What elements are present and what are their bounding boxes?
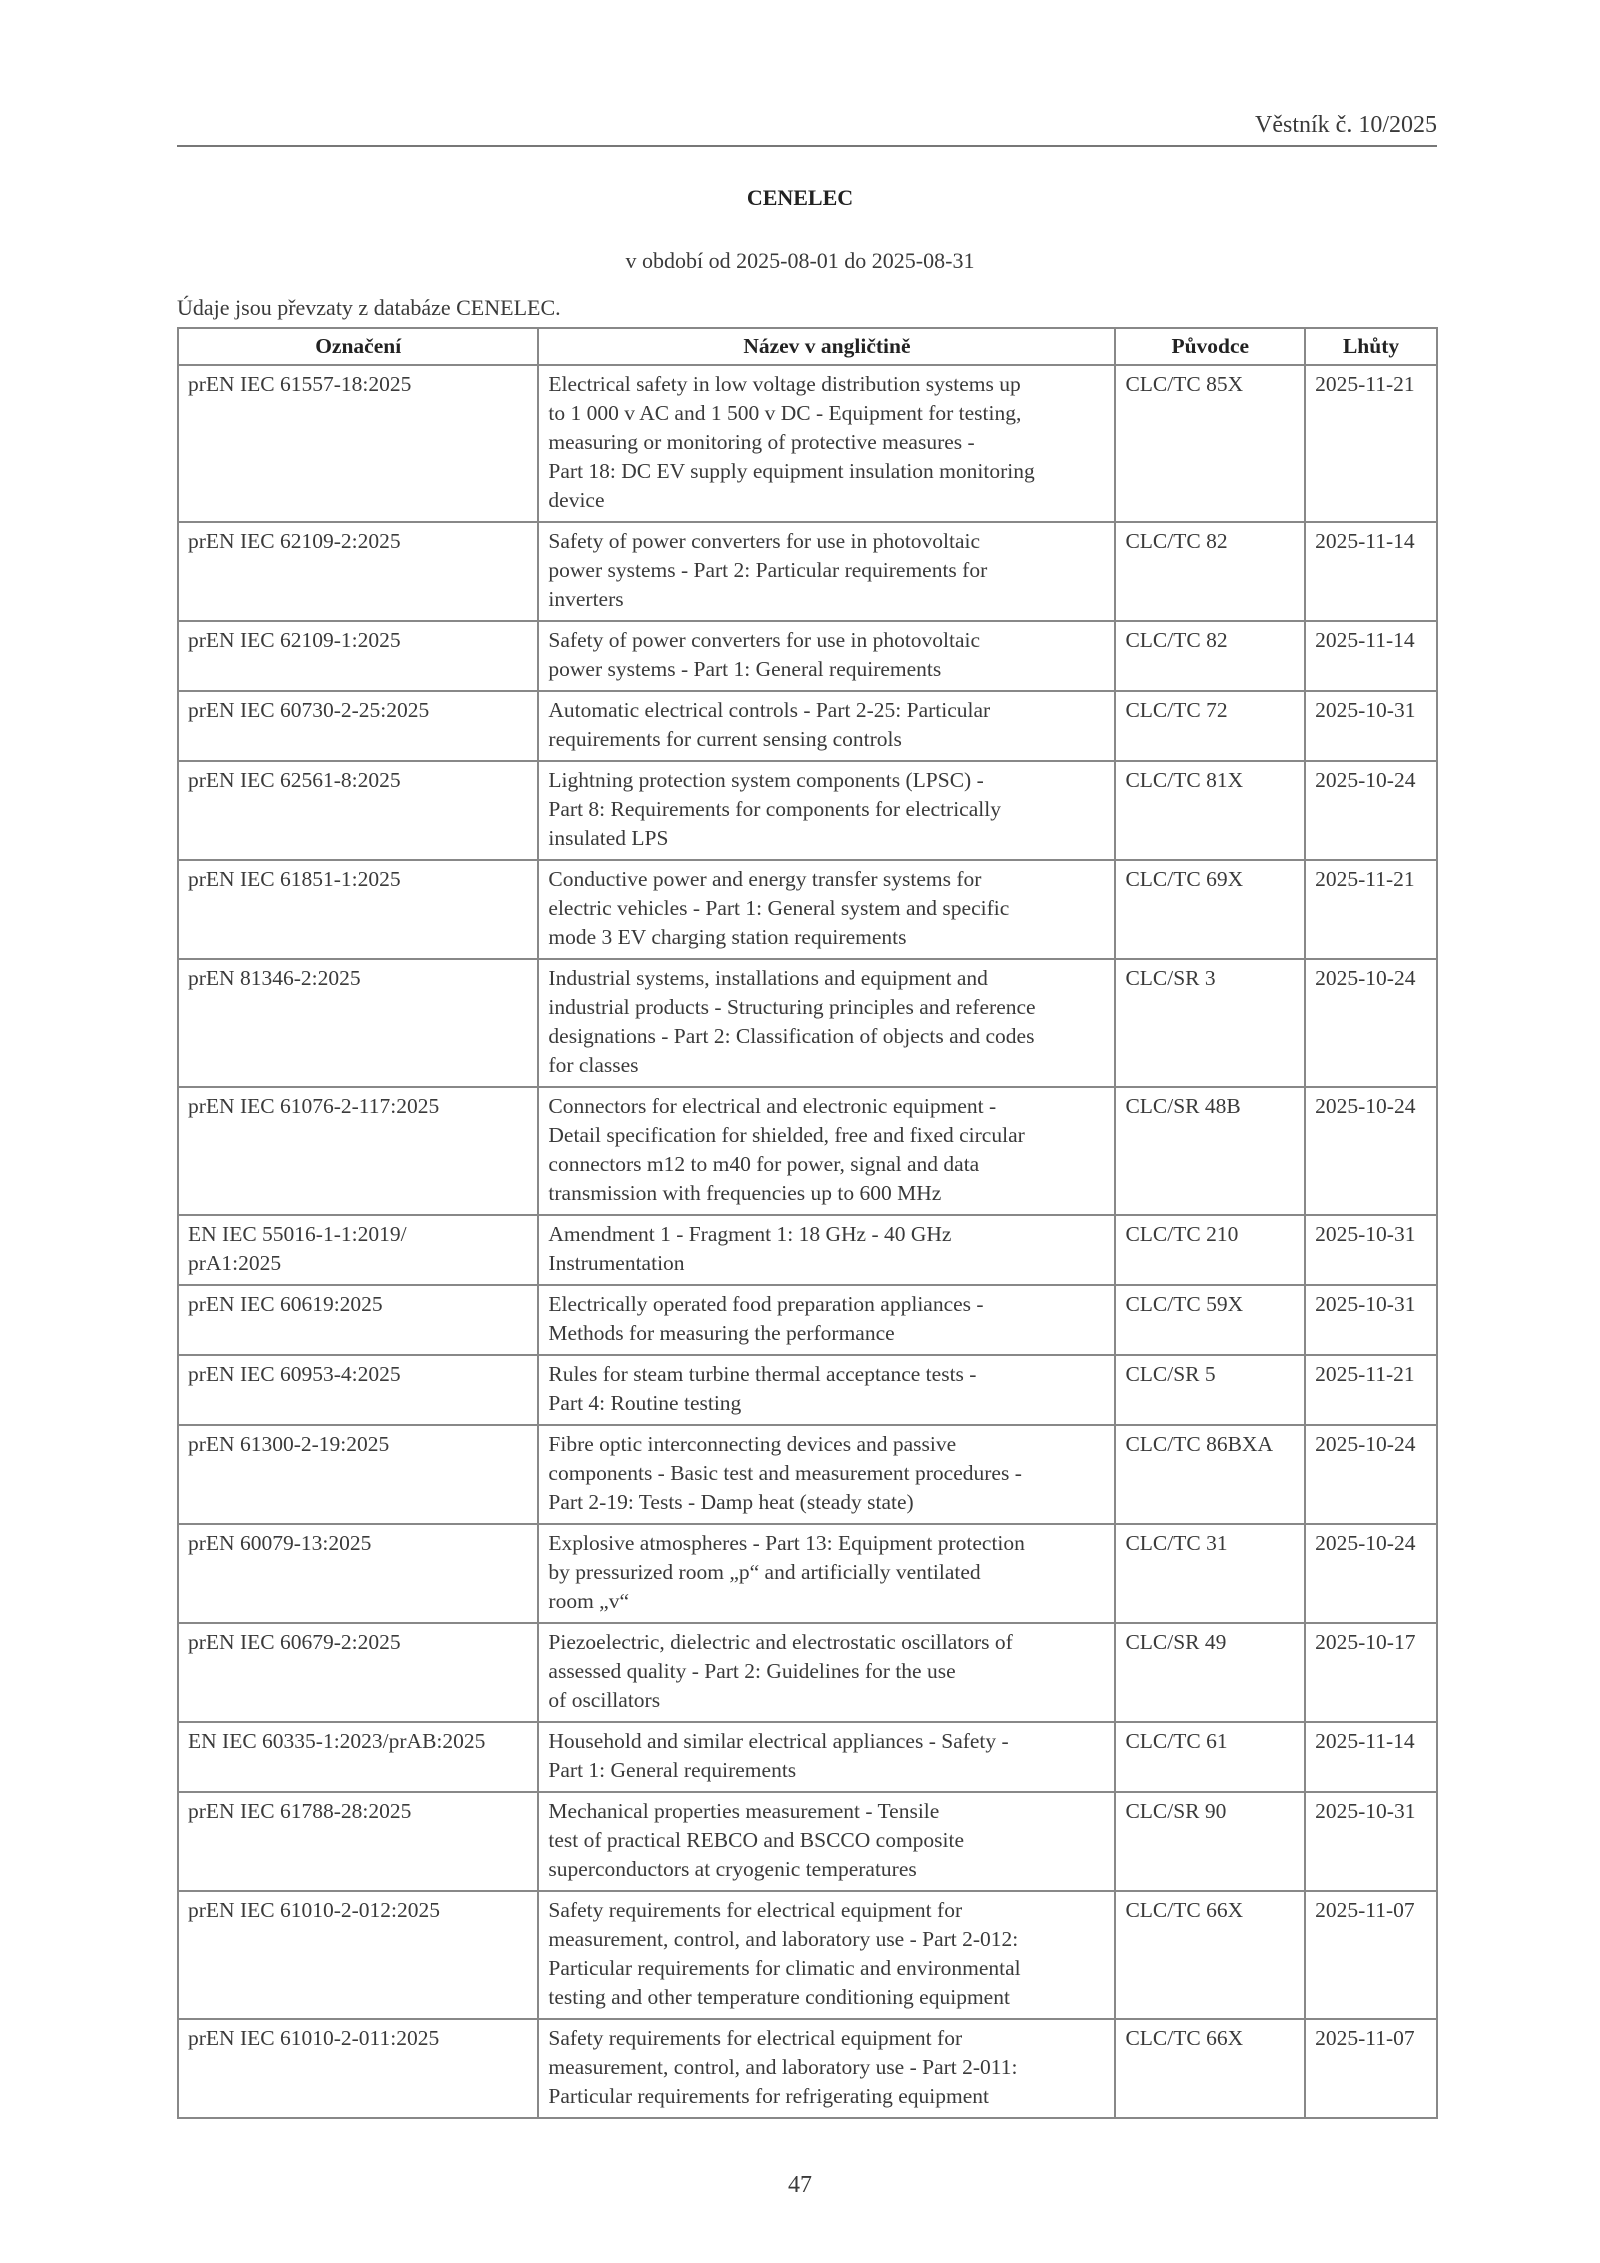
table-row [178,1722,1437,1792]
deadline-cell: 2025-10-31 [1305,1792,1437,1891]
table-row [178,1792,1437,1891]
english-name-cell: Lightning protection system components (LPSC) - Part 8: Requirements for components for electrically insulated LPS [538,761,1115,860]
designation-cell: prEN IEC 61557-18:2025 [178,365,538,522]
deadline-cell: 2025-11-21 [1305,1355,1437,1425]
deadline-cell: 2025-11-14 [1305,1722,1437,1792]
originator-cell: CLC/TC 82 [1115,522,1305,621]
english-name-cell: Conductive power and energy transfer systems for electric vehicles - Part 1: General system and specific mode 3 EV charging station requirements [538,860,1115,959]
column-header-deadline: Lhůty [1305,328,1437,365]
english-name-cell: Explosive atmospheres - Part 13: Equipment protection by pressurized room „p“ and artificially ventilated room „v“ [538,1524,1115,1623]
designation-cell: prEN IEC 62109-1:2025 [178,621,538,691]
originator-cell: CLC/SR 48B [1115,1087,1305,1215]
originator-cell: CLC/TC 66X [1115,2019,1305,2118]
deadline-cell: 2025-11-07 [1305,1891,1437,2019]
source-note: Údaje jsou převzaty z databáze CENELEC. [177,295,561,320]
english-name-cell: Electrically operated food preparation appliances - Methods for measuring the performance [538,1285,1115,1355]
originator-cell: CLC/TC 31 [1115,1524,1305,1623]
designation-cell: prEN 61300-2-19:2025 [178,1425,538,1524]
originator-cell: CLC/TC 210 [1115,1215,1305,1285]
english-name-cell: Safety requirements for electrical equipment for measurement, control, and laboratory use - Part 2-011: Particular requirements for refrigerating equipment [538,2019,1115,2118]
originator-cell: CLC/SR 49 [1115,1623,1305,1722]
designation-cell: prEN IEC 61851-1:2025 [178,860,538,959]
originator-cell: CLC/TC 82 [1115,621,1305,691]
table-row [178,761,1437,860]
originator-cell: CLC/SR 90 [1115,1792,1305,1891]
english-name-cell: Connectors for electrical and electronic equipment - Detail specification for shielded, free and fixed circular connectors m12 to m40 for power, signal and data transmission with frequencies up to 600 MHz [538,1087,1115,1215]
designation-cell: prEN IEC 60679-2:2025 [178,1623,538,1722]
english-name-cell: Household and similar electrical appliances - Safety - Part 1: General requirements [538,1722,1115,1792]
designation-cell: prEN IEC 61788-28:2025 [178,1792,538,1891]
deadline-cell: 2025-11-21 [1305,860,1437,959]
originator-cell: CLC/SR 3 [1115,959,1305,1087]
deadline-cell: 2025-10-24 [1305,1087,1437,1215]
designation-cell: prEN IEC 62109-2:2025 [178,522,538,621]
table-row [178,1087,1437,1215]
deadline-cell: 2025-11-14 [1305,621,1437,691]
designation-cell: prEN IEC 61010-2-011:2025 [178,2019,538,2118]
designation-cell: prEN IEC 60619:2025 [178,1285,538,1355]
originator-cell: CLC/TC 85X [1115,365,1305,522]
designation-cell: EN IEC 55016-1-1:2019/ prA1:2025 [178,1215,538,1285]
deadline-cell: 2025-10-31 [1305,1285,1437,1355]
designation-cell: prEN IEC 60730-2-25:2025 [178,691,538,761]
table-row [178,1623,1437,1722]
deadline-cell: 2025-11-14 [1305,522,1437,621]
table-row [178,522,1437,621]
table-row [178,1215,1437,1285]
deadline-cell: 2025-10-24 [1305,959,1437,1087]
table-row [178,365,1437,522]
designation-cell: prEN IEC 61076-2-117:2025 [178,1087,538,1215]
header-rule [177,145,1437,147]
table-row [178,1425,1437,1524]
english-name-cell: Fibre optic interconnecting devices and passive components - Basic test and measurement procedures - Part 2-19: Tests - Damp heat (steady state) [538,1425,1115,1524]
table-row [178,621,1437,691]
section-title: CENELEC [746,185,854,210]
standards-table [177,327,1438,2119]
english-name-cell: Industrial systems, installations and equipment and industrial products - Structuring principles and reference designations - Part 2: Classification of objects and codes for classes [538,959,1115,1087]
english-name-cell: Safety of power converters for use in photovoltaic power systems - Part 2: Particular requirements for inverters [538,522,1115,621]
originator-cell: CLC/TC 66X [1115,1891,1305,2019]
originator-cell: CLC/TC 59X [1115,1285,1305,1355]
originator-cell: CLC/TC 61 [1115,1722,1305,1792]
originator-cell: CLC/TC 69X [1115,860,1305,959]
originator-cell: CLC/TC 81X [1115,761,1305,860]
designation-cell: prEN 81346-2:2025 [178,959,538,1087]
originator-cell: CLC/SR 5 [1115,1355,1305,1425]
deadline-cell: 2025-10-24 [1305,1425,1437,1524]
deadline-cell: 2025-11-07 [1305,2019,1437,2118]
designation-cell: prEN IEC 62561-8:2025 [178,761,538,860]
designation-cell: prEN 60079-13:2025 [178,1524,538,1623]
designation-cell: EN IEC 60335-1:2023/prAB:2025 [178,1722,538,1792]
deadline-cell: 2025-10-31 [1305,1215,1437,1285]
table-row [178,860,1437,959]
originator-cell: CLC/TC 72 [1115,691,1305,761]
english-name-cell: Rules for steam turbine thermal acceptance tests - Part 4: Routine testing [538,1355,1115,1425]
english-name-cell: Piezoelectric, dielectric and electrostatic oscillators of assessed quality - Part 2: Guidelines for the use of oscillators [538,1623,1115,1722]
english-name-cell: Automatic electrical controls - Part 2-25: Particular requirements for current sensing controls [538,691,1115,761]
deadline-cell: 2025-10-24 [1305,761,1437,860]
table-body [178,365,1437,2118]
deadline-cell: 2025-10-17 [1305,1623,1437,1722]
table-header-row [178,328,1437,365]
table-row [178,2019,1437,2118]
designation-cell: prEN IEC 60953-4:2025 [178,1355,538,1425]
deadline-cell: 2025-10-31 [1305,691,1437,761]
table-row [178,1285,1437,1355]
journal-header: Věstník č. 10/2025 [1255,112,1437,138]
column-header-designation: Označení [178,328,538,365]
table-row [178,1355,1437,1425]
english-name-cell: Mechanical properties measurement - Tensile test of practical REBCO and BSCCO composite superconductors at cryogenic temperatures [538,1792,1115,1891]
column-header-english-name: Název v angličtině [538,328,1115,365]
deadline-cell: 2025-10-24 [1305,1524,1437,1623]
english-name-cell: Electrical safety in low voltage distribution systems up to 1 000 v AC and 1 500 v DC - Equipment for testing, measuring or monitoring of protective measures - Part 18: DC EV supply equipment insulation monitoring device [538,365,1115,522]
page-number: 47 [788,2172,812,2198]
english-name-cell: Safety of power converters for use in photovoltaic power systems - Part 1: General requirements [538,621,1115,691]
column-header-originator: Původce [1115,328,1305,365]
table-row [178,959,1437,1087]
table-row [178,691,1437,761]
designation-cell: prEN IEC 61010-2-012:2025 [178,1891,538,2019]
english-name-cell: Amendment 1 - Fragment 1: 18 GHz - 40 GHz Instrumentation [538,1215,1115,1285]
originator-cell: CLC/TC 86BXA [1115,1425,1305,1524]
table-row [178,1891,1437,2019]
period-text: v období od 2025-08-01 do 2025-08-31 [625,248,975,273]
table-row [178,1524,1437,1623]
deadline-cell: 2025-11-21 [1305,365,1437,522]
english-name-cell: Safety requirements for electrical equipment for measurement, control, and laboratory use - Part 2-012: Particular requirements for climatic and environmental testing and other temperature conditioning equipment [538,1891,1115,2019]
